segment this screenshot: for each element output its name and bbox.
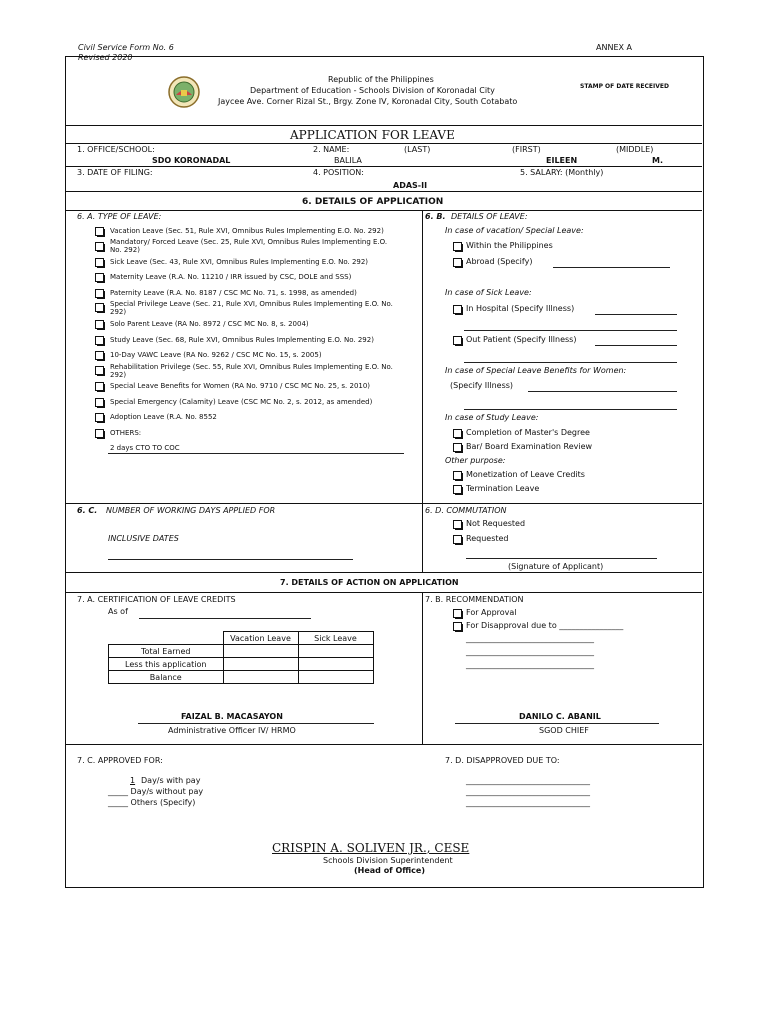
- col-sick-leave: Sick Leave: [298, 632, 373, 645]
- position-label: 4. POSITION:: [313, 168, 364, 177]
- masters-checkbox[interactable]: [453, 429, 462, 438]
- disapproval-line[interactable]: ________________________________: [466, 647, 594, 656]
- last-name-value: BALILA: [334, 156, 362, 165]
- office-label: 1. OFFICE/SCHOOL:: [77, 145, 155, 154]
- leave-type-label: Special Emergency (Calamity) Leave (CSC MC No. 2, s. 2012, as amended): [110, 398, 373, 406]
- women-leave-checkbox[interactable]: [95, 382, 104, 391]
- date-filing-label: 3. DATE OF FILING:: [77, 168, 153, 177]
- bar-review-label: Bar/ Board Examination Review: [466, 442, 593, 451]
- certifier-title: Administrative Officer IV/ HRMO: [168, 726, 296, 735]
- solo-parent-checkbox[interactable]: [95, 320, 104, 329]
- vacation-leave-checkbox[interactable]: [95, 227, 104, 236]
- leave-type-label: Sick Leave (Sec. 43, Rule XVI, Omnibus Rules Implementing E.O. No. 292): [110, 258, 369, 266]
- first-label: (FIRST): [512, 145, 541, 154]
- hospital-line-2[interactable]: [464, 330, 677, 331]
- signature-label: (Signature of Applicant): [508, 562, 604, 571]
- forced-leave-checkbox[interactable]: [95, 242, 104, 251]
- head-of-office-role: (Head of Office): [354, 866, 425, 875]
- table-cell[interactable]: [223, 671, 298, 684]
- office-value: SDO KORONADAL: [152, 156, 231, 165]
- form-title: APPLICATION FOR LEAVE: [290, 128, 455, 142]
- working-days-label: NUMBER OF WORKING DAYS APPLIED FOR: [106, 506, 276, 515]
- leave-type-label: OTHERS:: [110, 429, 142, 437]
- study-case-label: In case of Study Leave:: [445, 413, 539, 422]
- division-seal-icon: [168, 76, 200, 108]
- out-patient-checkbox[interactable]: [453, 336, 462, 345]
- others-value: 2 days CTO TO COC: [110, 444, 180, 452]
- working-days-num: 6. C.: [77, 506, 98, 515]
- for-approval-checkbox[interactable]: [453, 609, 462, 618]
- divider: [66, 744, 702, 745]
- sick-leave-checkbox[interactable]: [95, 258, 104, 267]
- paternity-leave-checkbox[interactable]: [95, 289, 104, 298]
- calamity-leave-checkbox[interactable]: [95, 398, 104, 407]
- specify-illness-label: (Specify Illness): [450, 381, 514, 390]
- certification-label: 7. A. CERTIFICATION OF LEAVE CREDITS: [77, 595, 236, 604]
- other-purpose-label: Other purpose:: [445, 456, 506, 465]
- for-approval-label: For Approval: [466, 608, 517, 617]
- divider: [422, 592, 423, 744]
- out-patient-line-2[interactable]: [464, 362, 677, 363]
- details-leave-num: 6. B.: [425, 212, 446, 221]
- recommender-name: DANILO C. ABANIL: [519, 712, 601, 721]
- inclusive-dates-label: INCLUSIVE DATES: [108, 534, 179, 543]
- termination-checkbox[interactable]: [453, 485, 462, 494]
- head-of-office-name: CRISPIN A. SOLIVEN JR., CESE: [272, 841, 470, 855]
- requested-checkbox[interactable]: [453, 535, 462, 544]
- within-philippines-checkbox[interactable]: [453, 242, 462, 251]
- leave-type-label: Rehabilitation Privilege (Sec. 55, Rule XVI, Omnibus Rules Implementing E.O. No.: [110, 363, 393, 371]
- table-cell[interactable]: [298, 658, 373, 671]
- days-with-pay-value: 1: [130, 776, 136, 785]
- certifier-line: [138, 723, 374, 724]
- monetization-label: Monetization of Leave Credits: [466, 470, 585, 479]
- divider: [66, 572, 702, 573]
- certifier-name: FAIZAL B. MACASAYON: [181, 712, 283, 721]
- disapproved-label: 7. D. DISAPPROVED DUE TO:: [445, 756, 560, 765]
- revised-date: Revised 2020: [78, 53, 133, 62]
- head-of-office-title: Schools Division Superintendent: [323, 856, 453, 865]
- first-name-value: EILEEN: [546, 156, 578, 165]
- disapproval-line[interactable]: ________________________________: [466, 634, 594, 643]
- requested-label: Requested: [466, 534, 509, 543]
- disapproved-line[interactable]: _______________________________: [466, 787, 590, 796]
- leave-type-label: 292): [110, 308, 127, 316]
- leave-type-label: Adoption Leave (R.A. No. 8552: [110, 413, 217, 421]
- leave-type-label: Special Privilege Leave (Sec. 21, Rule XVI, Omnibus Rules Implementing E.O. No.: [110, 300, 393, 308]
- table-cell[interactable]: [298, 671, 373, 684]
- divider: [66, 143, 702, 144]
- name-label: 2. NAME:: [313, 145, 350, 154]
- others-line: [108, 453, 404, 454]
- address-line: Jaycee Ave. Corner Rizal St., Brgy. Zone IV, Koronadal City, South Cotabato: [218, 97, 518, 106]
- sick-case-label: In case of Sick Leave:: [445, 288, 532, 297]
- bar-review-checkbox[interactable]: [453, 443, 462, 452]
- divider: [66, 166, 702, 167]
- women-case-label: In case of Special Leave Benefits for Women:: [445, 366, 627, 375]
- vacation-case-label: In case of vacation/ Special Leave:: [445, 226, 584, 235]
- hospital-line[interactable]: [595, 314, 677, 315]
- in-hospital-checkbox[interactable]: [453, 305, 462, 314]
- leave-type-label: Study Leave (Sec. 68, Rule XVI, Omnibus Rules Implementing E.O. No. 292): [110, 336, 374, 344]
- within-philippines-label: Within the Philippines: [466, 241, 553, 250]
- middle-label: (MIDDLE): [616, 145, 654, 154]
- republic-line: Republic of the Philippines: [328, 75, 434, 84]
- details-leave-label: DETAILS OF LEAVE:: [451, 212, 528, 221]
- for-disapproval-checkbox[interactable]: [453, 622, 462, 631]
- for-disapproval-label: For Disapproval due to ________________: [466, 621, 624, 630]
- in-hospital-label: In Hospital (Specify Illness): [466, 304, 575, 313]
- col-vacation-leave: Vacation Leave: [223, 632, 298, 645]
- form-number: Civil Service Form No. 6: [78, 43, 174, 52]
- leave-type-label: 292): [110, 371, 127, 379]
- signature-line[interactable]: [466, 558, 657, 559]
- others-checkbox[interactable]: [95, 429, 104, 438]
- middle-name-value: M.: [652, 156, 663, 165]
- disapproved-line[interactable]: _______________________________: [466, 798, 590, 807]
- last-label: (LAST): [404, 145, 431, 154]
- leave-credits-table: [108, 631, 374, 684]
- leave-type-label: Maternity Leave (R.A. No. 11210 / IRR issued by CSC, DOLE and SSS): [110, 273, 352, 281]
- department-line: Department of Education - Schools Division of Koronadal City: [250, 86, 495, 95]
- abroad-checkbox[interactable]: [453, 258, 462, 267]
- recommender-line: [455, 723, 659, 724]
- others-specify-label: _____ Others (Specify): [108, 798, 196, 807]
- section7-heading: 7. DETAILS OF ACTION ON APPLICATION: [280, 578, 459, 587]
- section6-heading: 6. DETAILS OF APPLICATION: [302, 197, 444, 207]
- leave-type-label: 10-Day VAWC Leave (RA No. 9262 / CSC MC No. 15, s. 2005): [110, 351, 322, 359]
- study-leave-checkbox[interactable]: [95, 336, 104, 345]
- table-cell[interactable]: [298, 645, 373, 658]
- not-requested-checkbox[interactable]: [453, 520, 462, 529]
- disapproval-line[interactable]: ________________________________: [466, 660, 594, 669]
- vawc-leave-checkbox[interactable]: [95, 351, 104, 360]
- abroad-line[interactable]: [553, 267, 670, 268]
- position-value: ADAS-II: [393, 181, 428, 190]
- divider: [66, 503, 702, 504]
- abroad-label: Abroad (Specify): [466, 257, 533, 266]
- leave-type-label: Mandatory/ Forced Leave (Sec. 25, Rule XVI, Omnibus Rules Implementing E.O.: [110, 238, 388, 246]
- out-patient-label: Out Patient (Specify Illness): [466, 335, 577, 344]
- monetization-checkbox[interactable]: [453, 471, 462, 480]
- annex-label: ANNEX A: [596, 43, 632, 52]
- table-cell[interactable]: [223, 645, 298, 658]
- stamp-label: STAMP OF DATE RECEIVED: [580, 83, 669, 90]
- out-patient-line[interactable]: [595, 345, 677, 346]
- approved-for-label: 7. C. APPROVED FOR:: [77, 756, 163, 765]
- divider: [66, 125, 702, 126]
- not-requested-label: Not Requested: [466, 519, 526, 528]
- row-balance: Balance: [109, 671, 224, 684]
- divider: [66, 191, 702, 192]
- leave-type-label: No. 292): [110, 246, 140, 254]
- table-cell[interactable]: [223, 658, 298, 671]
- leave-type-label: Special Leave Benefits for Women (RA No. 9710 / CSC MC No. 25, s. 2010): [110, 382, 371, 390]
- termination-label: Termination Leave: [466, 484, 540, 493]
- days-without-pay-label: _____ Day/s without pay: [108, 787, 204, 796]
- masters-label: Completion of Master's Degree: [466, 428, 590, 437]
- inclusive-dates-line[interactable]: [108, 559, 353, 560]
- rehabilitation-checkbox[interactable]: [95, 366, 104, 375]
- leave-type-label: Vacation Leave (Sec. 51, Rule XVI, Omnibus Rules Implementing E.O. No. 292): [110, 227, 384, 235]
- leave-type-label: Solo Parent Leave (RA No. 8972 / CSC MC No. 8, s. 2004): [110, 320, 309, 328]
- divider: [66, 210, 702, 211]
- type-of-leave-label: 6. A. TYPE OF LEAVE:: [77, 212, 162, 221]
- disapproved-line[interactable]: _______________________________: [466, 776, 590, 785]
- days-with-pay-label: Day/s with pay: [141, 776, 201, 785]
- salary-label: 5. SALARY: (Monthly): [520, 168, 604, 177]
- commutation-label: 6. D. COMMUTATION: [425, 506, 507, 515]
- leave-type-label: Paternity Leave (R.A. No. 8187 / CSC MC No. 71, s. 1998, as amended): [110, 289, 357, 297]
- women-line-2[interactable]: [464, 409, 677, 410]
- maternity-leave-checkbox[interactable]: [95, 273, 104, 282]
- recommendation-label: 7. B. RECOMMENDATION: [425, 595, 524, 604]
- divider: [422, 210, 423, 572]
- divider: [66, 592, 702, 593]
- as-of-line[interactable]: [139, 618, 311, 619]
- as-of-label: As of: [108, 607, 128, 616]
- women-line[interactable]: [528, 391, 677, 392]
- special-privilege-checkbox[interactable]: [95, 303, 104, 312]
- row-total-earned: Total Earned: [109, 645, 224, 658]
- adoption-leave-checkbox[interactable]: [95, 413, 104, 422]
- recommender-title: SGOD CHIEF: [539, 726, 589, 735]
- row-less-application: Less this application: [109, 658, 224, 671]
